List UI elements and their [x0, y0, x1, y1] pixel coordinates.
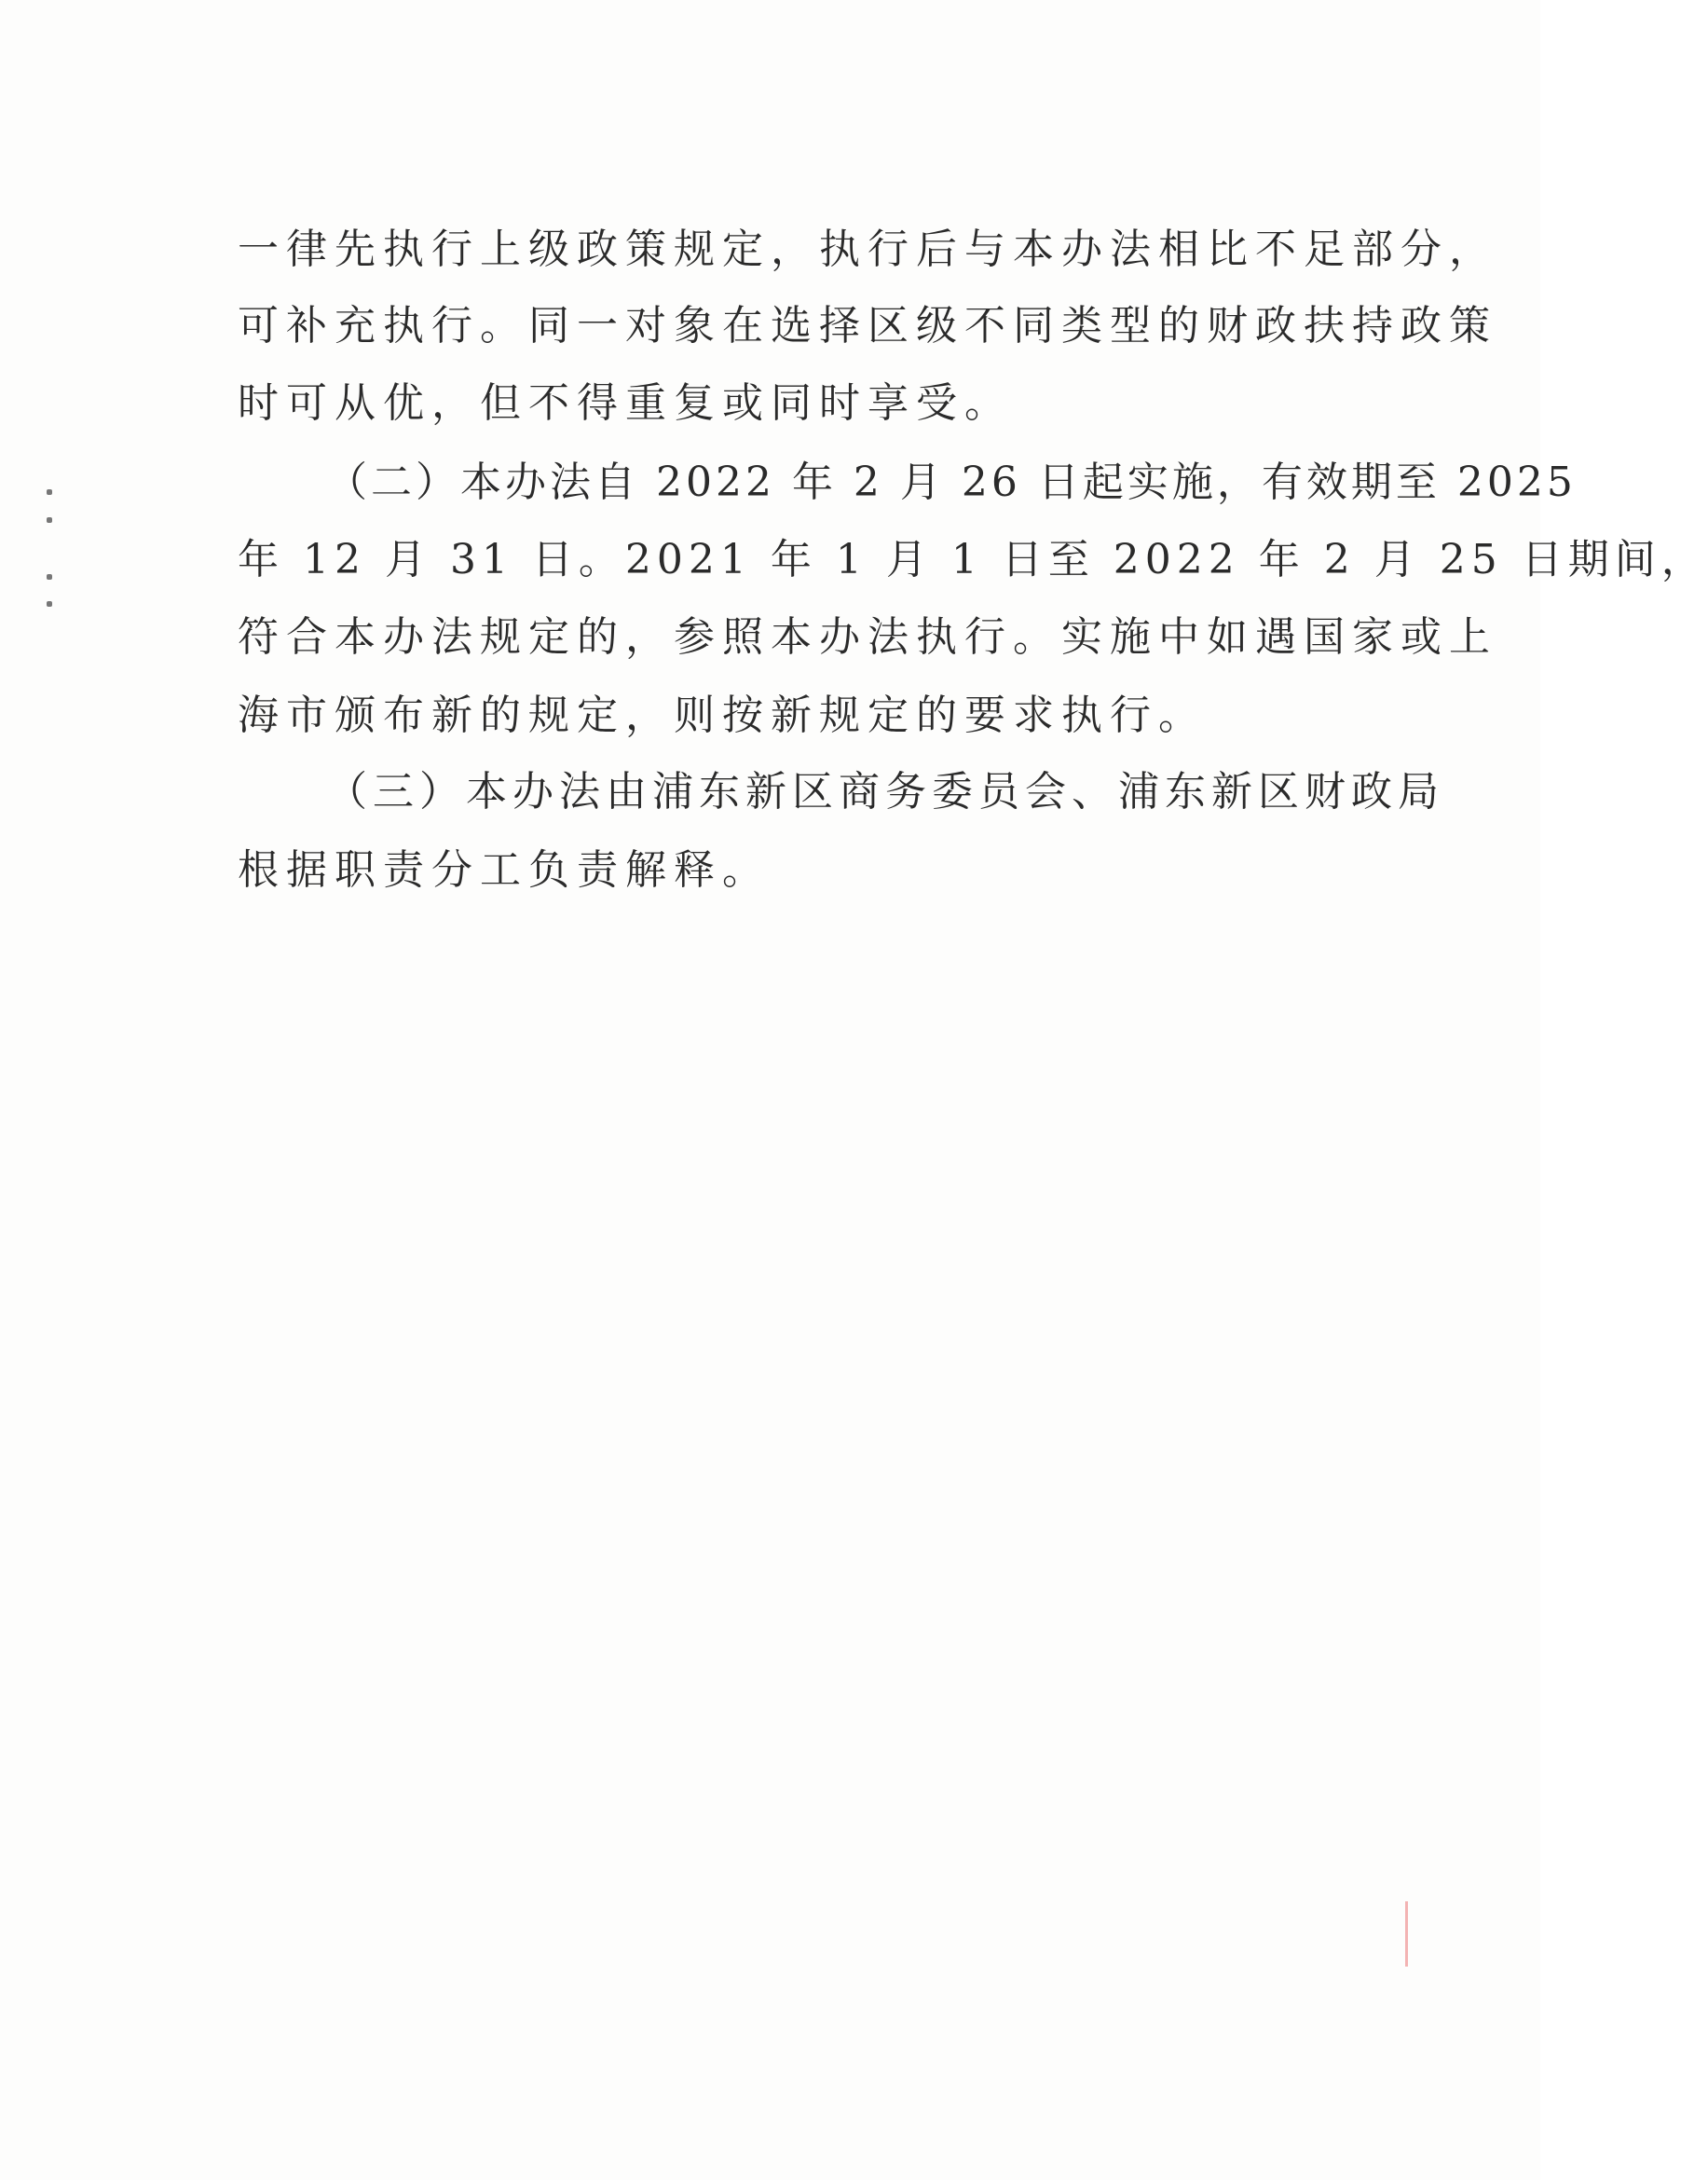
body-line: 时可从优，但不得重复或同时享受。	[238, 379, 1013, 427]
scan-mark	[47, 601, 52, 607]
scan-red-mark	[1405, 1901, 1408, 1967]
scan-mark	[47, 489, 52, 495]
body-line: 海市颁布新的规定，则按新规定的要求执行。	[238, 692, 1207, 739]
body-line: 根据职责分工负责解释。	[238, 846, 771, 894]
body-line: 可补充执行。同一对象在选择区级不同类型的财政扶持政策	[238, 302, 1497, 350]
scan-mark	[47, 517, 52, 523]
body-line: 一律先执行上级政策规定，执行后与本办法相比不足部分，	[238, 226, 1497, 273]
body-line: 符合本办法规定的，参照本办法执行。实施中如遇国家或上	[238, 613, 1497, 661]
clause-three-line: （三）本办法由浦东新区商务委员会、浦东新区财政局	[326, 768, 1444, 816]
body-line: 年 12 月 31 日。2021 年 1 月 1 日至 2022 年 2 月 25 日期间，	[238, 536, 1708, 583]
clause-two-line: （二）本办法自 2022 年 2 月 26 日起实施，有效期至 2025	[326, 459, 1577, 506]
scan-mark	[47, 574, 52, 580]
